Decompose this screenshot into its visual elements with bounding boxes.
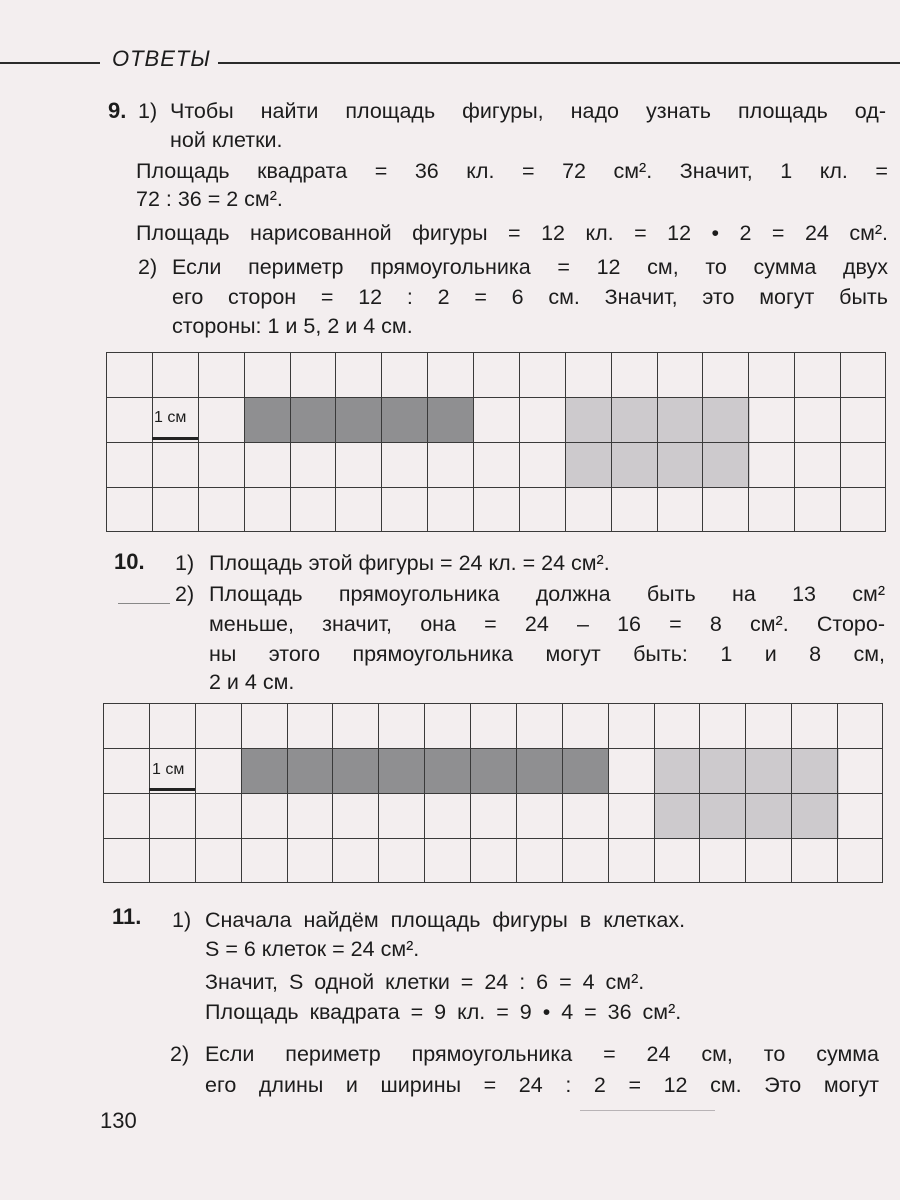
task-11-part1-line3: Значит, S одной клетки = 24 : 6 = 4 см². <box>205 970 645 994</box>
grid-cell <box>332 838 378 883</box>
grid-cell <box>290 487 336 532</box>
grid-cell <box>565 442 611 487</box>
grid-cell <box>516 838 562 883</box>
grid-cell <box>611 352 657 397</box>
grid-cell <box>332 703 378 748</box>
grid-cell <box>198 442 244 487</box>
grid-cell <box>516 748 562 793</box>
grid-cell <box>565 487 611 532</box>
grid-1 <box>106 352 886 532</box>
task-11-part1-line4: Площадь квадрата = 9 кл. = 9 • 4 = 36 см². <box>205 1000 682 1024</box>
grid-cell <box>791 748 837 793</box>
task-10-part2-line2: меньше, значит, она = 24 – 16 = 8 см². Сторо- <box>209 612 885 636</box>
task-10-part1-line: Площадь этой фигуры = 24 кл. = 24 см². <box>209 551 610 575</box>
grid-cell <box>699 748 745 793</box>
grid-cell <box>840 487 886 532</box>
grid-cell <box>654 838 700 883</box>
grid-cell <box>837 793 883 838</box>
grid-1-unit-bar <box>152 437 198 440</box>
grid-cell <box>748 487 794 532</box>
task-10-part1-marker: 1) <box>175 551 195 575</box>
task-10-rule <box>118 603 170 604</box>
grid-cell <box>608 793 654 838</box>
grid-cell <box>794 397 840 442</box>
grid-cell <box>103 838 149 883</box>
grid-cell <box>516 793 562 838</box>
grid-cell <box>562 748 608 793</box>
grid-cell <box>657 397 703 442</box>
task-9-part2-line2: его сторон = 12 : 2 = 6 см. Значит, это могут быть <box>172 285 888 309</box>
grid-cell <box>381 397 427 442</box>
grid-cell <box>427 397 473 442</box>
footer-faint-rule <box>580 1110 715 1111</box>
grid-cell <box>378 838 424 883</box>
grid-cell <box>335 397 381 442</box>
grid-cell <box>241 748 287 793</box>
grid-cell <box>241 793 287 838</box>
grid-cell <box>149 838 195 883</box>
task-9-part2-line1: Если периметр прямоугольника = 12 см, то сумма двух <box>172 255 888 279</box>
task-10-part2-line4: 2 и 4 см. <box>209 670 295 694</box>
grid-cell <box>608 703 654 748</box>
grid-cell <box>290 352 336 397</box>
grid-cell <box>840 397 886 442</box>
grid-cell <box>473 487 519 532</box>
grid-cell <box>699 793 745 838</box>
grid-cell <box>745 838 791 883</box>
grid-cell <box>699 838 745 883</box>
task-11-part1-line2: S = 6 клеток = 24 см². <box>205 937 420 961</box>
header-rule-right <box>218 62 900 64</box>
page-number: 130 <box>100 1108 137 1133</box>
task-11-part1-marker: 1) <box>172 908 192 932</box>
grid-cell <box>149 793 195 838</box>
grid-cell <box>699 703 745 748</box>
grid-cell <box>745 748 791 793</box>
grid-cell <box>702 397 748 442</box>
grid-cell <box>103 748 149 793</box>
grid-cell <box>195 838 241 883</box>
task-9-part2-line3: стороны: 1 и 5, 2 и 4 см. <box>172 314 413 338</box>
grid-cell <box>103 703 149 748</box>
grid-cell <box>791 793 837 838</box>
task-10-number: 10. <box>114 549 145 574</box>
grid-cell <box>702 352 748 397</box>
grid-cell <box>152 442 198 487</box>
task-11-part2-line2: его длины и ширины = 24 : 2 = 12 см. Это могут <box>205 1073 879 1097</box>
grid-cell <box>654 703 700 748</box>
grid-cell <box>608 748 654 793</box>
grid-cell <box>473 352 519 397</box>
task-11-part1-line1: Сначала найдём площадь фигуры в клетках. <box>205 908 686 932</box>
grid-2-unit-label: 1 см <box>152 761 185 778</box>
task-9-figure-area: Площадь нарисованной фигуры = 12 кл. = 12 • 2 = 24 см². <box>136 221 888 245</box>
grid-cell <box>791 838 837 883</box>
grid-cell <box>244 397 290 442</box>
grid-cell <box>195 793 241 838</box>
task-10-part2-line3: ны этого прямоугольника могут быть: 1 и 8 см, <box>209 642 885 666</box>
grid-cell <box>791 703 837 748</box>
grid-cell <box>611 442 657 487</box>
grid-cell <box>840 352 886 397</box>
grid-cell <box>152 352 198 397</box>
task-11-part2-line1: Если периметр прямоугольника = 24 см, то сумма <box>205 1042 879 1066</box>
grid-cell <box>241 838 287 883</box>
grid-cell <box>840 442 886 487</box>
grid-cell <box>152 487 198 532</box>
grid-cell <box>106 442 152 487</box>
grid-cell <box>378 748 424 793</box>
grid-cell <box>335 352 381 397</box>
grid-cell <box>378 703 424 748</box>
grid-cell <box>424 748 470 793</box>
grid-cell <box>657 442 703 487</box>
grid-cell <box>745 703 791 748</box>
grid-cell <box>381 352 427 397</box>
grid-cell <box>519 352 565 397</box>
grid-cell <box>198 352 244 397</box>
grid-cell <box>473 442 519 487</box>
grid-cell <box>837 703 883 748</box>
grid-cell <box>424 793 470 838</box>
grid-cell <box>657 487 703 532</box>
grid-cell <box>244 352 290 397</box>
grid-1-unit-label: 1 см <box>154 409 187 426</box>
grid-cell <box>837 838 883 883</box>
task-11-part2-marker: 2) <box>170 1042 190 1066</box>
grid-cell <box>424 838 470 883</box>
grid-cell <box>470 748 516 793</box>
task-10-part2-marker: 2) <box>175 582 195 606</box>
grid-cell <box>332 748 378 793</box>
grid-cell <box>611 397 657 442</box>
grid-cell <box>287 838 333 883</box>
grid-cell <box>287 793 333 838</box>
grid-cell <box>427 442 473 487</box>
grid-cell <box>794 352 840 397</box>
grid-cell <box>562 838 608 883</box>
grid-cell <box>470 838 516 883</box>
grid-cell <box>565 352 611 397</box>
grid-cell <box>290 442 336 487</box>
grid-cell <box>198 487 244 532</box>
task-9-part1-line2: ной клетки. <box>170 128 283 152</box>
grid-cell <box>470 793 516 838</box>
grid-cell <box>748 442 794 487</box>
task-9-part1-marker: 1) <box>138 99 158 123</box>
grid-cell <box>654 748 700 793</box>
grid-cell <box>287 748 333 793</box>
grid-cell <box>106 397 152 442</box>
grid-cell <box>244 442 290 487</box>
grid-cell <box>149 703 195 748</box>
grid-cell <box>748 397 794 442</box>
grid-cell <box>748 352 794 397</box>
grid-cell <box>241 703 287 748</box>
task-9-square-line1: Площадь квадрата = 36 кл. = 72 см². Значит, 1 кл. = <box>136 159 888 183</box>
grid-cell <box>702 442 748 487</box>
task-9-part1-line1: Чтобы найти площадь фигуры, надо узнать площадь од- <box>170 99 886 123</box>
grid-cell <box>195 703 241 748</box>
grid-cell <box>562 703 608 748</box>
grid-cell <box>106 352 152 397</box>
grid-cell <box>470 703 516 748</box>
grid-cell <box>794 487 840 532</box>
grid-2 <box>103 703 883 883</box>
grid-cell <box>290 397 336 442</box>
grid-cell <box>106 487 152 532</box>
grid-cell <box>702 487 748 532</box>
task-9-number: 9. <box>108 98 127 123</box>
grid-2-unit-bar <box>149 788 195 791</box>
task-9-square-line2: 72 : 36 = 2 см². <box>136 187 283 211</box>
grid-cell <box>745 793 791 838</box>
grid-cell <box>794 442 840 487</box>
grid-cell <box>519 487 565 532</box>
grid-cell <box>335 487 381 532</box>
grid-cell <box>332 793 378 838</box>
grid-cell <box>654 793 700 838</box>
grid-cell <box>427 487 473 532</box>
header-rule-left <box>0 62 100 64</box>
section-title: ОТВЕТЫ <box>112 46 211 71</box>
task-10-part2-line1: Площадь прямоугольника должна быть на 13 см² <box>209 582 885 606</box>
grid-cell <box>424 703 470 748</box>
grid-cell <box>378 793 424 838</box>
grid-cell <box>519 442 565 487</box>
grid-cell <box>244 487 290 532</box>
task-11-number: 11. <box>112 904 142 929</box>
grid-cell <box>837 748 883 793</box>
grid-cell <box>103 793 149 838</box>
grid-cell <box>287 703 333 748</box>
grid-cell <box>608 838 654 883</box>
grid-cell <box>198 397 244 442</box>
grid-cell <box>473 397 519 442</box>
grid-cell <box>519 397 565 442</box>
grid-cell <box>611 487 657 532</box>
grid-cell <box>427 352 473 397</box>
grid-cell <box>516 703 562 748</box>
task-9-part2-marker: 2) <box>138 255 158 279</box>
grid-cell <box>565 397 611 442</box>
grid-cell <box>657 352 703 397</box>
grid-cell <box>335 442 381 487</box>
grid-cell <box>195 748 241 793</box>
grid-cell <box>381 442 427 487</box>
grid-cell <box>562 793 608 838</box>
grid-cell <box>381 487 427 532</box>
